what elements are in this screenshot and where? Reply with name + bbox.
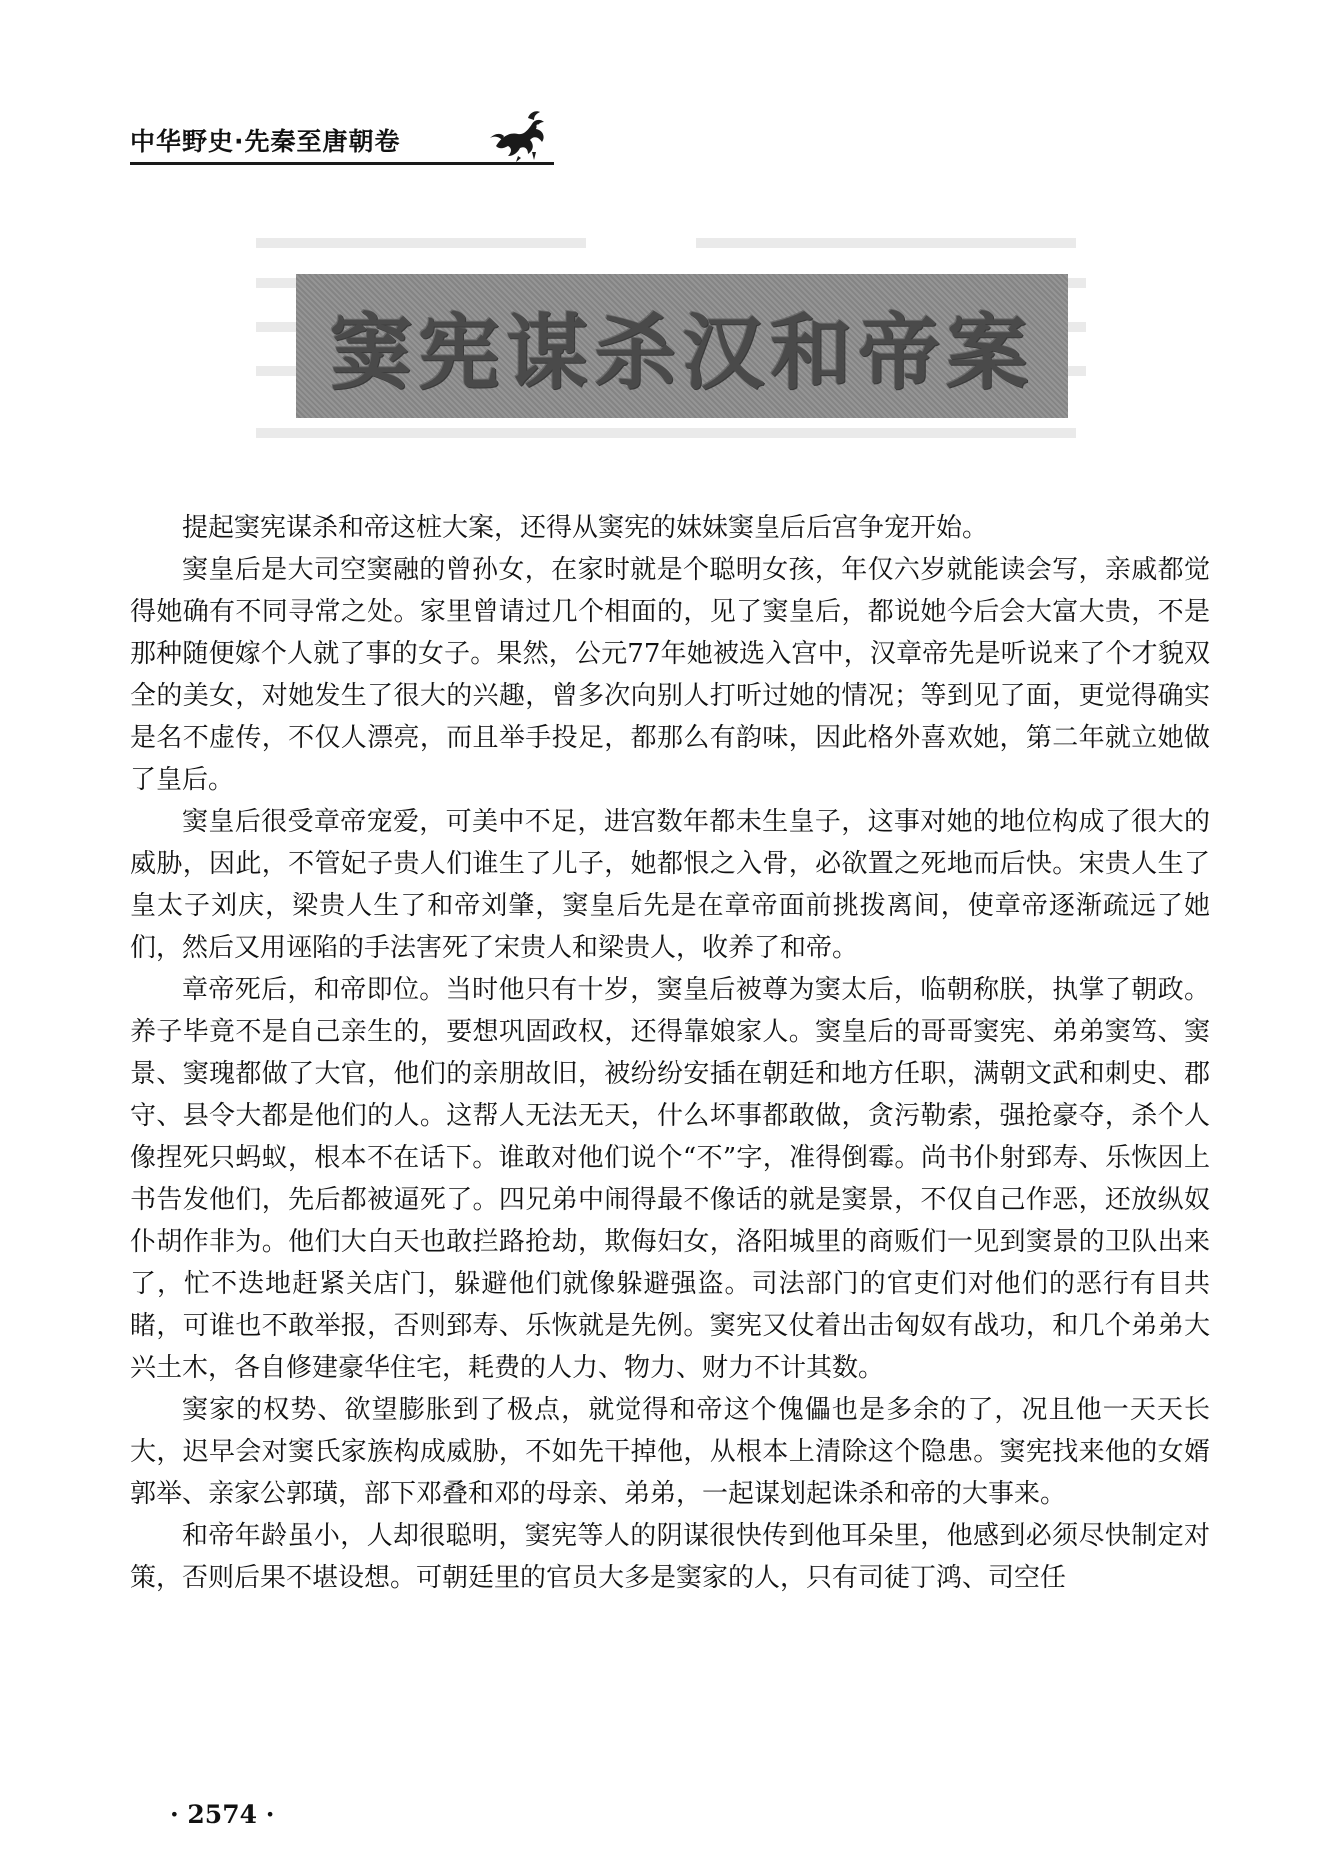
article-body xyxy=(130,507,1210,1599)
article-title: 窦宪谋杀汉和帝案 xyxy=(329,304,1034,401)
paragraph: 窦皇后是大司空窦融的曾孙女，在家时就是个聪明女孩，年仅六岁就能读会写，亲戚都觉得她确有不同寻常之处。家里曾请过几个相面的，见了窦皇后，都说她今后会大富大贵，不是那种随便嫁个人就了事的女子。果然，公元77年她被选入宫中，汉章帝先是听说来了个才貌双全的美女，对她发生了很大的兴趣，曾多次向别人打听过她的情况；等到见了面，更觉得确实是名不虚传，不仅人漂亮，而且举手投足，都那么有韵味，因此格外喜欢她，第二年就立她做了皇后。 xyxy=(130,555,1210,795)
dragon-emblem-icon xyxy=(488,106,550,162)
paragraph: 窦家的权势、欲望膨胀到了极点，就觉得和帝这个傀儡也是多余的了，况且他一天天长大，迟早会对窦氏家族构成威胁，不如先干掉他，从根本上清除这个隐患。窦宪找来他的女婿郭举、亲家公郭璜，部下邓叠和邓的母亲、弟弟，一起谋划起诛杀和帝的大事来。 xyxy=(130,1395,1210,1509)
paragraph: 章帝死后，和帝即位。当时他只有十岁，窦皇后被尊为窦太后，临朝称朕，执掌了朝政。养子毕竟不是自己亲生的，要想巩固政权，还得靠娘家人。窦皇后的哥哥窦宪、弟弟窦笃、窦景、窦瑰都做了大官，他们的亲朋故旧，被纷纷安插在朝廷和地方任职，满朝文武和刺史、郡守、县令大都是他们的人。这帮人无法无天，什么坏事都敢做，贪污勒索，强抢豪夺，杀个人像捏死只蚂蚁，根本不在话下。谁敢对他们说个“不”字，准得倒霉。尚书仆射郅寿、乐恢因上书告发他们，先后都被逼死了。四兄弟中闹得最不像话的就是窦景，不仅自己作恶，还放纵奴仆胡作非为。他们大白天也敢拦路抢劫，欺侮妇女，洛阳城里的商贩们一见到窦景的卫队出来了，忙不迭地赶紧关店门，躲避他们就像躲避强盗。司法部门的官吏们对他们的恶行有目共睹，可谁也不敢举报，否则郅寿、乐恢就是先例。窦宪又仗着出击匈奴有战功，和几个弟弟大兴土木，各自修建豪华住宅，耗费的人力、物力、财力不计其数。 xyxy=(130,975,1210,1383)
paragraph: 窦皇后很受章帝宠爱，可美中不足，进宫数年都未生皇子，这事对她的地位构成了很大的威胁，因此，不管妃子贵人们谁生了儿子，她都恨之入骨，必欲置之死地而后快。宋贵人生了皇太子刘庆，梁贵人生了和帝刘肇，窦皇后先是在章帝面前挑拨离间，使章帝逐渐疏远了她们，然后又用诬陷的手法害死了宋贵人和梁贵人，收养了和帝。 xyxy=(130,807,1210,963)
running-title: 中华野史·先秦至唐朝卷 xyxy=(130,127,401,156)
paragraph: 提起窦宪谋杀和帝这桩大案，还得从窦宪的妹妹窦皇后后宫争宠开始。 xyxy=(182,513,989,543)
paragraph: 和帝年龄虽小，人却很聪明，窦宪等人的阴谋很快传到他耳朵里，他感到必须尽快制定对策，否则后果不堪设想。可朝廷里的官员大多是窦家的人，只有司徒丁鸿、司空任 xyxy=(130,1521,1210,1593)
page-number: · 2574 · xyxy=(170,1800,275,1829)
header-rule xyxy=(130,162,554,165)
article-title-banner xyxy=(296,274,1068,418)
